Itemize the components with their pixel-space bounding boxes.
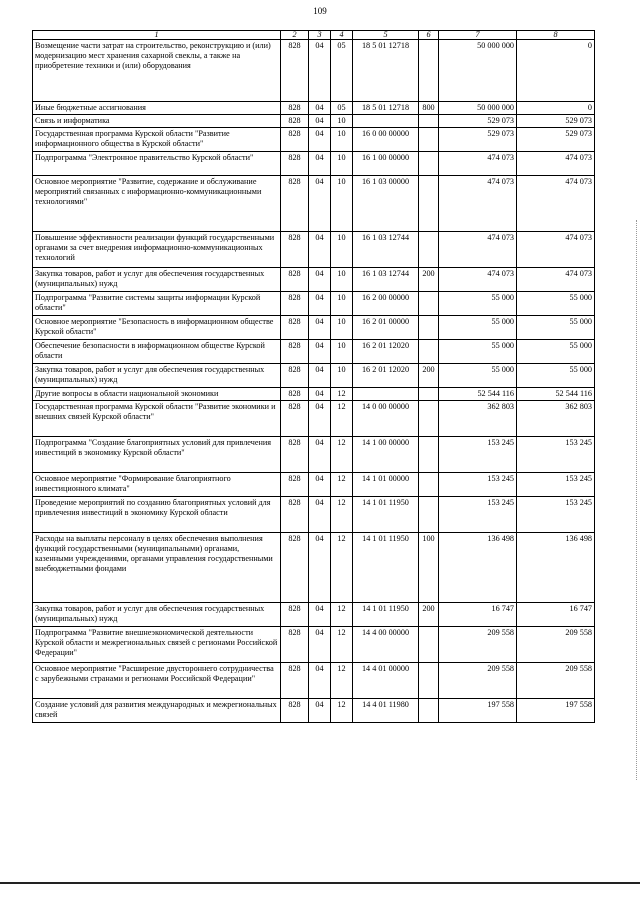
section-code-cell: 04 bbox=[309, 115, 331, 128]
section-code-cell: 04 bbox=[309, 497, 331, 533]
section-code-cell: 04 bbox=[309, 268, 331, 292]
section-code-cell: 04 bbox=[309, 401, 331, 437]
ministry-code-cell: 828 bbox=[281, 627, 309, 663]
row-name-cell: Основное мероприятие "Развитие, содержание и обслуживание мероприятий связанных с информационно-коммуникационными технологиями" bbox=[33, 176, 281, 232]
target-article-cell: 14 0 00 00000 bbox=[353, 401, 419, 437]
expense-type-cell bbox=[419, 388, 439, 401]
subsection-code-cell: 10 bbox=[331, 268, 353, 292]
amount-cell: 136 498 bbox=[517, 533, 595, 603]
amount-cell: 55 000 bbox=[517, 364, 595, 388]
subsection-code-cell: 10 bbox=[331, 176, 353, 232]
column-header: 1 bbox=[33, 31, 281, 40]
row-name-cell: Государственная программа Курской области "Развитие экономики и внешних связей Курской области" bbox=[33, 401, 281, 437]
amount-cell: 52 544 116 bbox=[439, 388, 517, 401]
expense-type-cell bbox=[419, 128, 439, 152]
row-name-cell: Основное мероприятие "Безопасность в информационном обществе Курской области" bbox=[33, 316, 281, 340]
ministry-code-cell: 828 bbox=[281, 128, 309, 152]
expense-type-cell bbox=[419, 232, 439, 268]
table-row bbox=[33, 388, 595, 401]
row-name-cell: Закупка товаров, работ и услуг для обеспечения государственных (муниципальных) нужд bbox=[33, 268, 281, 292]
subsection-code-cell: 10 bbox=[331, 364, 353, 388]
table-row bbox=[33, 401, 595, 437]
amount-cell: 209 558 bbox=[517, 663, 595, 699]
bottom-rule bbox=[0, 882, 640, 884]
subsection-code-cell: 12 bbox=[331, 603, 353, 627]
section-code-cell: 04 bbox=[309, 388, 331, 401]
ministry-code-cell: 828 bbox=[281, 437, 309, 473]
subsection-code-cell: 12 bbox=[331, 533, 353, 603]
section-code-cell: 04 bbox=[309, 40, 331, 102]
amount-cell: 16 747 bbox=[439, 603, 517, 627]
expense-type-cell: 200 bbox=[419, 268, 439, 292]
table-row bbox=[33, 627, 595, 663]
expense-type-cell bbox=[419, 316, 439, 340]
subsection-code-cell: 10 bbox=[331, 152, 353, 176]
table-row bbox=[33, 603, 595, 627]
expense-type-cell bbox=[419, 340, 439, 364]
expense-type-cell: 200 bbox=[419, 603, 439, 627]
target-article-cell: 16 2 00 00000 bbox=[353, 292, 419, 316]
row-name-cell: Закупка товаров, работ и услуг для обеспечения государственных (муниципальных) нужд bbox=[33, 364, 281, 388]
subsection-code-cell: 10 bbox=[331, 292, 353, 316]
target-article-cell bbox=[353, 115, 419, 128]
subsection-code-cell: 10 bbox=[331, 128, 353, 152]
amount-cell: 474 073 bbox=[439, 232, 517, 268]
ministry-code-cell: 828 bbox=[281, 388, 309, 401]
column-header: 4 bbox=[331, 31, 353, 40]
row-name-cell: Государственная программа Курской области "Развитие информационного общества в Курской области" bbox=[33, 128, 281, 152]
row-name-cell: Обеспечение безопасности в информационном обществе Курской области bbox=[33, 340, 281, 364]
row-name-cell: Иные бюджетные ассигнования bbox=[33, 102, 281, 115]
amount-cell: 209 558 bbox=[439, 663, 517, 699]
table-row bbox=[33, 497, 595, 533]
amount-cell: 55 000 bbox=[439, 364, 517, 388]
section-code-cell: 04 bbox=[309, 663, 331, 699]
subsection-code-cell: 10 bbox=[331, 115, 353, 128]
section-code-cell: 04 bbox=[309, 533, 331, 603]
ministry-code-cell: 828 bbox=[281, 176, 309, 232]
amount-cell: 16 747 bbox=[517, 603, 595, 627]
amount-cell: 474 073 bbox=[517, 268, 595, 292]
expense-type-cell: 200 bbox=[419, 364, 439, 388]
ministry-code-cell: 828 bbox=[281, 401, 309, 437]
amount-cell: 55 000 bbox=[439, 292, 517, 316]
amount-cell: 52 544 116 bbox=[517, 388, 595, 401]
target-article-cell: 14 4 01 11980 bbox=[353, 699, 419, 723]
amount-cell: 136 498 bbox=[439, 533, 517, 603]
target-article-cell: 18 5 01 12718 bbox=[353, 40, 419, 102]
amount-cell: 529 073 bbox=[517, 115, 595, 128]
row-name-cell: Связь и информатика bbox=[33, 115, 281, 128]
ministry-code-cell: 828 bbox=[281, 268, 309, 292]
target-article-cell: 16 0 00 00000 bbox=[353, 128, 419, 152]
page-edge-mark bbox=[635, 220, 637, 780]
expense-type-cell bbox=[419, 40, 439, 102]
amount-cell: 0 bbox=[517, 102, 595, 115]
section-code-cell: 04 bbox=[309, 152, 331, 176]
ministry-code-cell: 828 bbox=[281, 699, 309, 723]
target-article-cell: 18 5 01 12718 bbox=[353, 102, 419, 115]
amount-cell: 0 bbox=[517, 40, 595, 102]
amount-cell: 529 073 bbox=[439, 128, 517, 152]
subsection-code-cell: 05 bbox=[331, 102, 353, 115]
amount-cell: 153 245 bbox=[439, 497, 517, 533]
amount-cell: 209 558 bbox=[517, 627, 595, 663]
table-row bbox=[33, 437, 595, 473]
table-row bbox=[33, 364, 595, 388]
target-article-cell: 16 1 03 12744 bbox=[353, 268, 419, 292]
target-article-cell bbox=[353, 388, 419, 401]
expense-type-cell bbox=[419, 663, 439, 699]
ministry-code-cell: 828 bbox=[281, 663, 309, 699]
amount-cell: 474 073 bbox=[439, 152, 517, 176]
subsection-code-cell: 12 bbox=[331, 437, 353, 473]
expense-type-cell bbox=[419, 176, 439, 232]
amount-cell: 153 245 bbox=[517, 473, 595, 497]
expense-type-cell bbox=[419, 401, 439, 437]
amount-cell: 50 000 000 bbox=[439, 40, 517, 102]
expense-type-cell bbox=[419, 437, 439, 473]
column-header: 6 bbox=[419, 31, 439, 40]
ministry-code-cell: 828 bbox=[281, 340, 309, 364]
row-name-cell: Подпрограмма "Электронное правительство Курской области" bbox=[33, 152, 281, 176]
row-name-cell: Возмещение части затрат на строительство, реконструкцию и (или) модернизацию мест хранения сахарной свеклы, а также на приобретение техники и (или) оборудования bbox=[33, 40, 281, 102]
amount-cell: 209 558 bbox=[439, 627, 517, 663]
amount-cell: 153 245 bbox=[517, 437, 595, 473]
expense-type-cell bbox=[419, 292, 439, 316]
target-article-cell: 16 1 03 12744 bbox=[353, 232, 419, 268]
amount-cell: 153 245 bbox=[439, 473, 517, 497]
ministry-code-cell: 828 bbox=[281, 316, 309, 340]
amount-cell: 474 073 bbox=[439, 176, 517, 232]
ministry-code-cell: 828 bbox=[281, 292, 309, 316]
expense-type-cell: 100 bbox=[419, 533, 439, 603]
table-row bbox=[33, 102, 595, 115]
row-name-cell: Другие вопросы в области национальной экономики bbox=[33, 388, 281, 401]
table-row bbox=[33, 40, 595, 102]
row-name-cell: Расходы на выплаты персоналу в целях обеспечения выполнения функций государственными (муниципальными) органами, казенными учреждениями, органами управления государственными внебюджетными фондами bbox=[33, 533, 281, 603]
budget-table bbox=[32, 30, 595, 723]
amount-cell: 55 000 bbox=[517, 292, 595, 316]
row-name-cell: Создание условий для развития международных и межрегиональных связей bbox=[33, 699, 281, 723]
row-name-cell: Подпрограмма "Создание благоприятных условий для привлечения инвестиций в экономику Курской области" bbox=[33, 437, 281, 473]
amount-cell: 362 803 bbox=[517, 401, 595, 437]
amount-cell: 197 558 bbox=[439, 699, 517, 723]
target-article-cell: 14 4 00 00000 bbox=[353, 627, 419, 663]
amount-cell: 153 245 bbox=[517, 497, 595, 533]
ministry-code-cell: 828 bbox=[281, 473, 309, 497]
section-code-cell: 04 bbox=[309, 603, 331, 627]
ministry-code-cell: 828 bbox=[281, 364, 309, 388]
ministry-code-cell: 828 bbox=[281, 533, 309, 603]
expense-type-cell bbox=[419, 473, 439, 497]
subsection-code-cell: 10 bbox=[331, 340, 353, 364]
target-article-cell: 14 4 01 00000 bbox=[353, 663, 419, 699]
amount-cell: 474 073 bbox=[517, 176, 595, 232]
row-name-cell: Основное мероприятие "Расширение двустороннего сотрудничества с зарубежными странами и регионами Российской Федерации" bbox=[33, 663, 281, 699]
expense-type-cell: 800 bbox=[419, 102, 439, 115]
target-article-cell: 16 1 03 00000 bbox=[353, 176, 419, 232]
amount-cell: 197 558 bbox=[517, 699, 595, 723]
amount-cell: 362 803 bbox=[439, 401, 517, 437]
subsection-code-cell: 12 bbox=[331, 627, 353, 663]
target-article-cell: 14 1 00 00000 bbox=[353, 437, 419, 473]
row-name-cell: Подпрограмма "Развитие системы защиты информации Курской области" bbox=[33, 292, 281, 316]
expense-type-cell bbox=[419, 627, 439, 663]
subsection-code-cell: 12 bbox=[331, 699, 353, 723]
table-row bbox=[33, 176, 595, 232]
table-row bbox=[33, 115, 595, 128]
subsection-code-cell: 12 bbox=[331, 663, 353, 699]
ministry-code-cell: 828 bbox=[281, 40, 309, 102]
amount-cell: 474 073 bbox=[517, 232, 595, 268]
section-code-cell: 04 bbox=[309, 102, 331, 115]
subsection-code-cell: 05 bbox=[331, 40, 353, 102]
target-article-cell: 16 2 01 12020 bbox=[353, 340, 419, 364]
section-code-cell: 04 bbox=[309, 128, 331, 152]
target-article-cell: 14 1 01 11950 bbox=[353, 603, 419, 627]
target-article-cell: 14 1 01 00000 bbox=[353, 473, 419, 497]
expense-type-cell bbox=[419, 115, 439, 128]
target-article-cell: 16 2 01 00000 bbox=[353, 316, 419, 340]
column-header: 7 bbox=[439, 31, 517, 40]
column-number-row bbox=[33, 31, 595, 40]
ministry-code-cell: 828 bbox=[281, 102, 309, 115]
subsection-code-cell: 12 bbox=[331, 388, 353, 401]
table-row bbox=[33, 316, 595, 340]
column-header: 5 bbox=[353, 31, 419, 40]
table-body bbox=[33, 40, 595, 723]
amount-cell: 529 073 bbox=[517, 128, 595, 152]
subsection-code-cell: 12 bbox=[331, 401, 353, 437]
table-row bbox=[33, 699, 595, 723]
row-name-cell: Проведение мероприятий по созданию благоприятных условий для привлечения инвестиций в экономику Курской области bbox=[33, 497, 281, 533]
column-header: 3 bbox=[309, 31, 331, 40]
amount-cell: 474 073 bbox=[517, 152, 595, 176]
ministry-code-cell: 828 bbox=[281, 115, 309, 128]
expense-type-cell bbox=[419, 699, 439, 723]
section-code-cell: 04 bbox=[309, 340, 331, 364]
target-article-cell: 14 1 01 11950 bbox=[353, 533, 419, 603]
section-code-cell: 04 bbox=[309, 316, 331, 340]
section-code-cell: 04 bbox=[309, 699, 331, 723]
amount-cell: 55 000 bbox=[517, 340, 595, 364]
row-name-cell: Основное мероприятие "Формирование благоприятного инвестиционного климата" bbox=[33, 473, 281, 497]
amount-cell: 474 073 bbox=[439, 268, 517, 292]
column-header: 2 bbox=[281, 31, 309, 40]
ministry-code-cell: 828 bbox=[281, 232, 309, 268]
target-article-cell: 16 2 01 12020 bbox=[353, 364, 419, 388]
section-code-cell: 04 bbox=[309, 232, 331, 268]
subsection-code-cell: 10 bbox=[331, 232, 353, 268]
ministry-code-cell: 828 bbox=[281, 603, 309, 627]
amount-cell: 529 073 bbox=[439, 115, 517, 128]
expense-type-cell bbox=[419, 497, 439, 533]
table-row bbox=[33, 473, 595, 497]
subsection-code-cell: 10 bbox=[331, 316, 353, 340]
target-article-cell: 14 1 01 11950 bbox=[353, 497, 419, 533]
amount-cell: 55 000 bbox=[517, 316, 595, 340]
table-row bbox=[33, 292, 595, 316]
table-row bbox=[33, 268, 595, 292]
column-header: 8 bbox=[517, 31, 595, 40]
amount-cell: 153 245 bbox=[439, 437, 517, 473]
table-row bbox=[33, 128, 595, 152]
section-code-cell: 04 bbox=[309, 437, 331, 473]
section-code-cell: 04 bbox=[309, 292, 331, 316]
table-row bbox=[33, 152, 595, 176]
expense-type-cell bbox=[419, 152, 439, 176]
row-name-cell: Подпрограмма "Развитие внешнеэкономической деятельности Курской области и межрегиональных связей с регионами Российской Федерации" bbox=[33, 627, 281, 663]
table-row bbox=[33, 232, 595, 268]
target-article-cell: 16 1 00 00000 bbox=[353, 152, 419, 176]
ministry-code-cell: 828 bbox=[281, 497, 309, 533]
table-row bbox=[33, 533, 595, 603]
subsection-code-cell: 12 bbox=[331, 497, 353, 533]
row-name-cell: Закупка товаров, работ и услуг для обеспечения государственных (муниципальных) нужд bbox=[33, 603, 281, 627]
table-row bbox=[33, 663, 595, 699]
section-code-cell: 04 bbox=[309, 473, 331, 497]
page-number: 109 bbox=[313, 6, 327, 16]
section-code-cell: 04 bbox=[309, 176, 331, 232]
section-code-cell: 04 bbox=[309, 627, 331, 663]
amount-cell: 55 000 bbox=[439, 340, 517, 364]
amount-cell: 50 000 000 bbox=[439, 102, 517, 115]
subsection-code-cell: 12 bbox=[331, 473, 353, 497]
section-code-cell: 04 bbox=[309, 364, 331, 388]
amount-cell: 55 000 bbox=[439, 316, 517, 340]
ministry-code-cell: 828 bbox=[281, 152, 309, 176]
table-row bbox=[33, 340, 595, 364]
row-name-cell: Повышение эффективности реализации функций государственными органами за счет внедрения информационно-коммуникационных технологий bbox=[33, 232, 281, 268]
